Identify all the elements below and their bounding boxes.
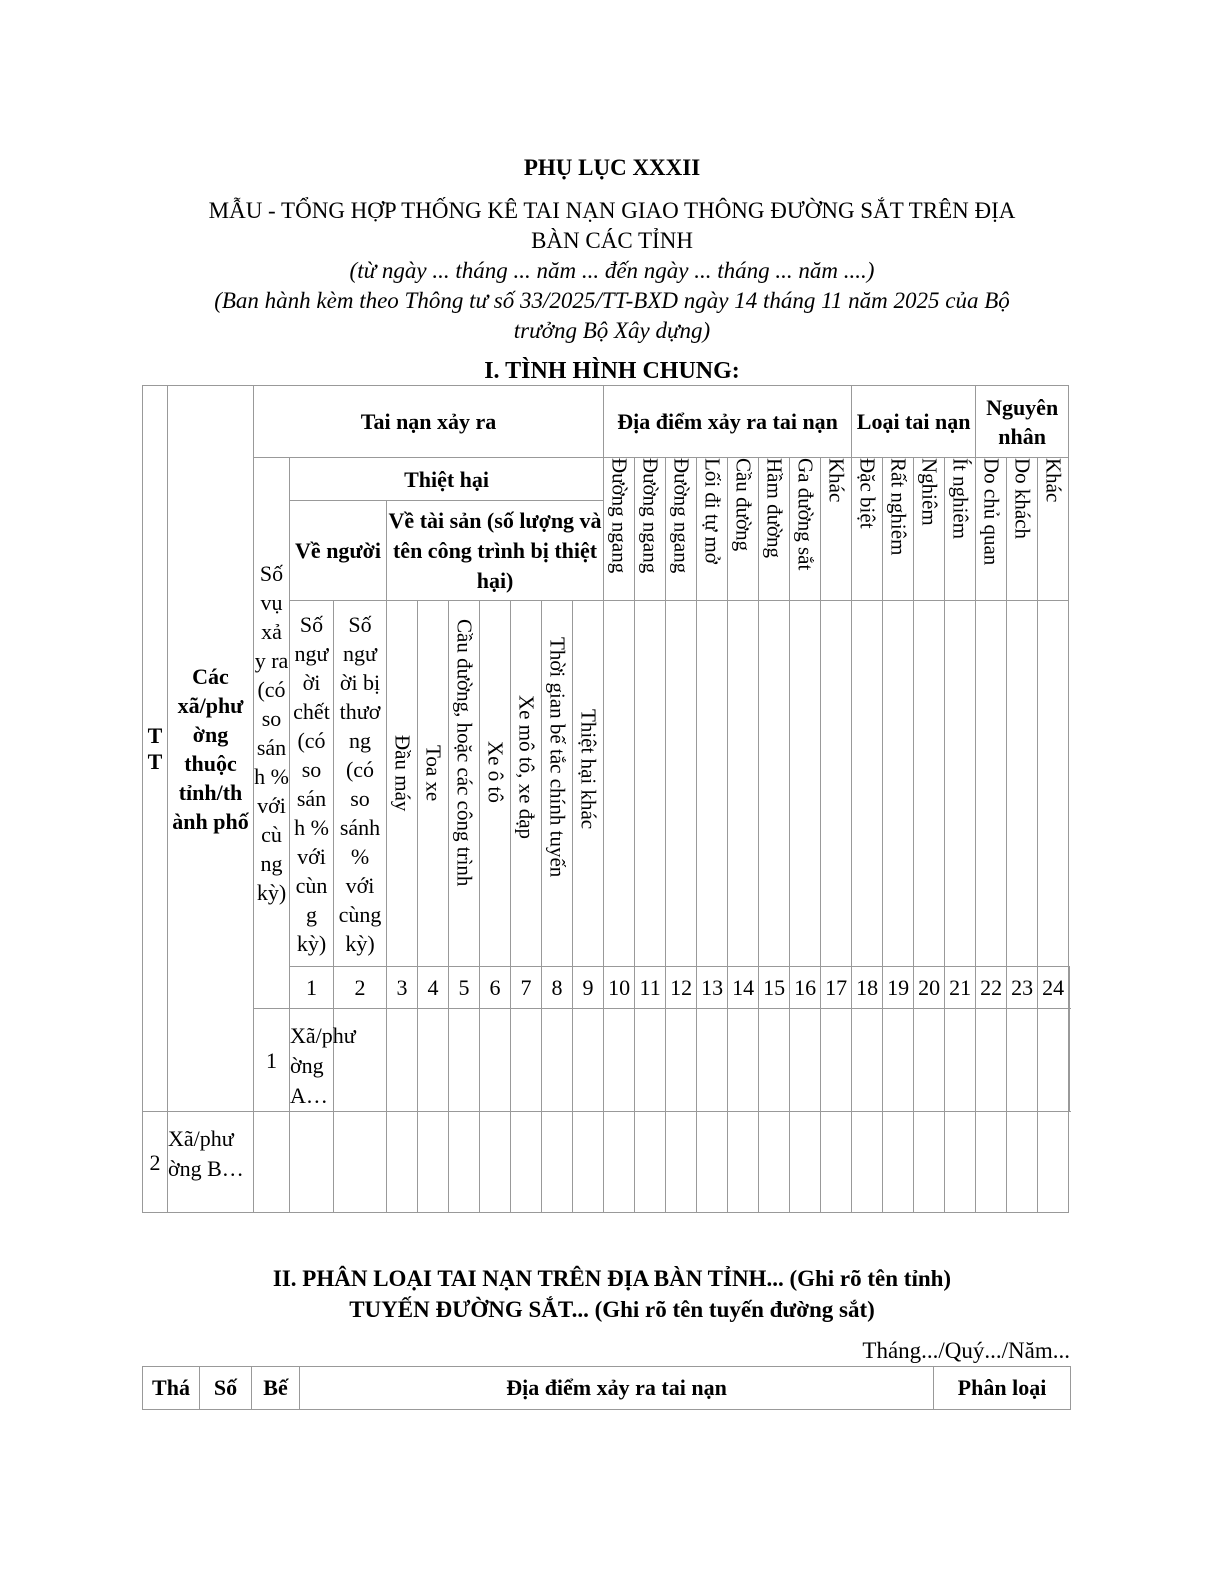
- col-number: 22: [976, 967, 1007, 1009]
- row-unit-name: Xã/phư ờng A…: [290, 1009, 334, 1112]
- col-number: 12: [666, 967, 697, 1009]
- col-number: 2: [334, 967, 387, 1009]
- property-item: Thiệt hại khác: [576, 709, 601, 830]
- col-number: 11: [635, 967, 666, 1009]
- about-property: Về tài sản (số lượng và tên công trình bị thiệt hại): [387, 501, 604, 601]
- cause-item: Do chủ quan: [979, 458, 1004, 566]
- property-item: Thời gian bế tắc chính tuyến: [545, 637, 570, 878]
- classification-table: [142, 1366, 1071, 1410]
- location-item: Đường ngang: [607, 458, 632, 574]
- issued-note-line2: trưởng Bộ Xây dựng): [513, 318, 711, 343]
- section1-heading: I. TÌNH HÌNH CHUNG:: [484, 358, 740, 384]
- type-item: Ít nghiêm: [948, 458, 973, 540]
- col-number: 9: [573, 967, 604, 1009]
- about-people: Về người: [290, 501, 387, 601]
- section2-heading-line1: II. PHÂN LOẠI TAI NẠN TRÊN ĐỊA BÀN TỈNH... (Ghi rõ tên tỉnh): [272, 1266, 952, 1291]
- col-injured: Số ngư ời bị thươ ng (có so sánh % với cùng kỳ): [334, 601, 387, 967]
- location-item: Ga đường sắt: [793, 458, 818, 571]
- location-item: Hầm đường: [762, 458, 787, 559]
- col-number: 15: [759, 967, 790, 1009]
- property-item: Xe ô tô: [483, 741, 508, 803]
- type-item: Rất nghiêm: [886, 458, 911, 556]
- group-cause: Nguyên nhân: [976, 386, 1069, 458]
- group-accidents: Tai nạn xảy ra: [254, 386, 604, 458]
- location-item: Đường ngang: [669, 458, 694, 574]
- col-number: 17: [821, 967, 852, 1009]
- col-number: 7: [511, 967, 542, 1009]
- property-item: Xe mô tô, xe đạp: [514, 695, 539, 840]
- col-number: 14: [728, 967, 759, 1009]
- row-number: 2: [143, 1112, 168, 1213]
- issued-note-line1: (Ban hành kèm theo Thông tư số 33/2025/TT-BXD ngày 14 tháng 11 năm 2025 của Bộ: [214, 288, 1010, 313]
- col-number: 13: [697, 967, 728, 1009]
- col-number: 5: [449, 967, 480, 1009]
- period-note: (từ ngày ... tháng ... năm ... đến ngày ... tháng ... năm ....): [349, 258, 875, 283]
- col-number: 4: [418, 967, 449, 1009]
- location-item: Lối đi tự mở: [700, 458, 725, 564]
- row-number: 1: [254, 1009, 290, 1112]
- col-number: 20: [914, 967, 945, 1009]
- form-title-line1: MẪU - TỔNG HỢP THỐNG KÊ TAI NẠN GIAO THÔNG ĐƯỜNG SẮT TRÊN ĐỊA: [208, 198, 1016, 223]
- col-deaths: Số ngư ời chết (có so sán h % với cùn g kỳ): [290, 601, 334, 967]
- location-item: Cầu đường: [731, 458, 756, 552]
- col-location: Địa điểm xảy ra tai nạn: [300, 1367, 934, 1410]
- col-number: 24: [1038, 967, 1069, 1009]
- property-item: Cầu đường, hoặc các công trình: [452, 619, 477, 887]
- col-number: 1: [290, 967, 334, 1009]
- col-number: 21: [945, 967, 976, 1009]
- property-item: Toa xe: [421, 745, 446, 802]
- col-month: Thá: [143, 1367, 200, 1410]
- col-tt: T T: [143, 386, 168, 1112]
- cause-item: Khác: [1041, 458, 1066, 503]
- form-title-line2: BÀN CÁC TỈNH: [531, 228, 693, 253]
- group-type: Loại tai nạn: [852, 386, 976, 458]
- location-item: Khác: [824, 458, 849, 503]
- col-blockage: Bế: [252, 1367, 300, 1410]
- general-situation-table: [142, 385, 1070, 1213]
- col-number: Số: [200, 1367, 252, 1410]
- col-number: 18: [852, 967, 883, 1009]
- col-units: Các xã/phư ờng thuộc tỉnh/th ành phố: [168, 386, 254, 1112]
- type-item: Nghiêm: [917, 458, 942, 526]
- group-location: Địa điểm xảy ra tai nạn: [604, 386, 852, 458]
- type-item: Đặc biệt: [855, 458, 880, 529]
- col-number: 8: [542, 967, 573, 1009]
- col-number: 16: [790, 967, 821, 1009]
- reporting-period: Tháng.../Quý.../Năm...: [862, 1338, 1070, 1363]
- col-number: 23: [1007, 967, 1038, 1009]
- appendix-title: PHỤ LỤC XXXII: [523, 155, 701, 180]
- location-item: Đường ngang: [638, 458, 663, 574]
- damage-header: Thiệt hại: [290, 458, 604, 501]
- cause-item: Do khách: [1010, 458, 1035, 540]
- col-number: 3: [387, 967, 418, 1009]
- col-number: 19: [883, 967, 914, 1009]
- section2-heading-line2: TUYẾN ĐƯỜNG SẮT... (Ghi rõ tên tuyến đường sắt): [349, 1297, 875, 1322]
- row-unit-name: Xã/phư ờng B…: [168, 1112, 254, 1213]
- col-number: 10: [604, 967, 635, 1009]
- col-number: 6: [480, 967, 511, 1009]
- col-classification: Phân loại: [934, 1367, 1071, 1410]
- property-item: Đầu máy: [390, 735, 415, 812]
- col-cases: Số vụ xả y ra (có so sán h % với cù ng kỳ): [254, 458, 290, 1009]
